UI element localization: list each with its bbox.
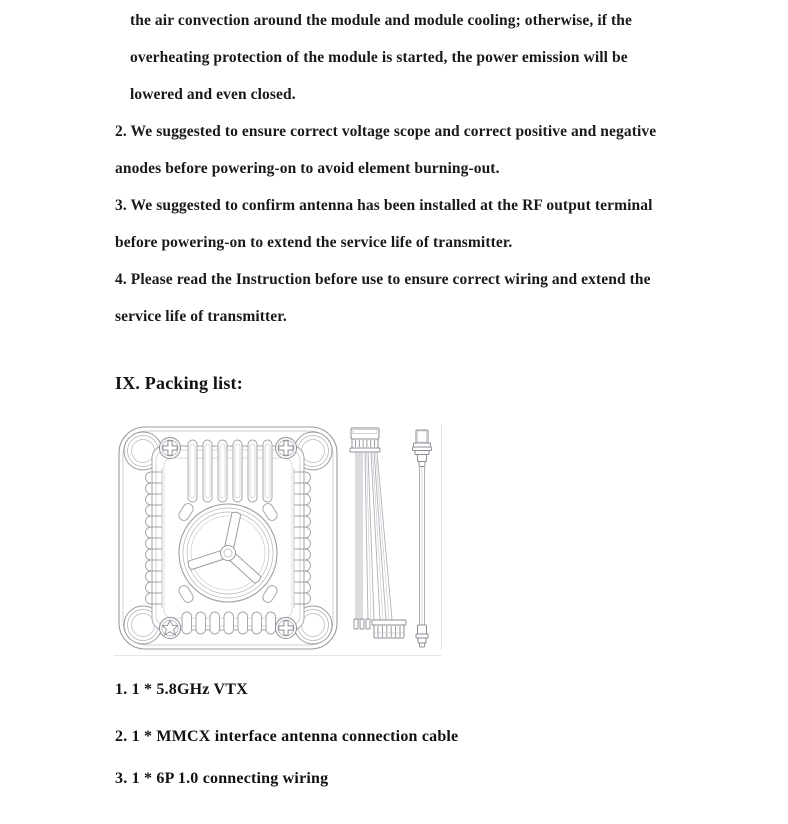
bottom-vent-slots: [182, 612, 276, 634]
cable-bottom-pins: [354, 619, 370, 629]
numbered-item-2-line-1: 2. We suggested to ensure correct voltage scope and correct positive and negative: [115, 123, 657, 140]
fan-guard: [179, 504, 277, 602]
jst-cable-drawing: [350, 428, 406, 638]
packing-list-item-1: 1. 1 * 5.8GHz VTX: [115, 681, 248, 698]
vtx-module-drawing: [119, 427, 337, 649]
paragraph-continuation-line-2: overheating protection of the module is started, the power emission will be: [130, 49, 628, 66]
numbered-item-4-line-2: service life of transmitter.: [115, 308, 287, 325]
paragraph-continuation-line-3: lowered and even closed.: [130, 86, 296, 103]
mmcx-antenna-cable-drawing: [413, 430, 432, 647]
numbered-item-3-line-1: 3. We suggested to confirm antenna has been installed at the RF output terminal: [115, 197, 653, 214]
packing-list-figure: [112, 420, 442, 656]
packing-list-item-2: 2. 1 * MMCX interface antenna connection cable: [115, 728, 459, 745]
paragraph-continuation-line-1: the air convection around the module and module cooling; otherwise, if the: [130, 12, 632, 29]
section-heading-packing-list: IX. Packing list:: [115, 373, 243, 393]
packing-list-line-drawing: [112, 420, 442, 656]
numbered-item-3-line-2: before powering-on to extend the service life of transmitter.: [115, 234, 513, 251]
numbered-item-4-line-1: 4. Please read the Instruction before use to ensure correct wiring and extend the: [115, 271, 651, 288]
packing-list-item-3: 3. 1 * 6P 1.0 connecting wiring: [115, 770, 329, 787]
numbered-item-2-line-2: anodes before powering-on to avoid element burning-out.: [115, 160, 500, 177]
